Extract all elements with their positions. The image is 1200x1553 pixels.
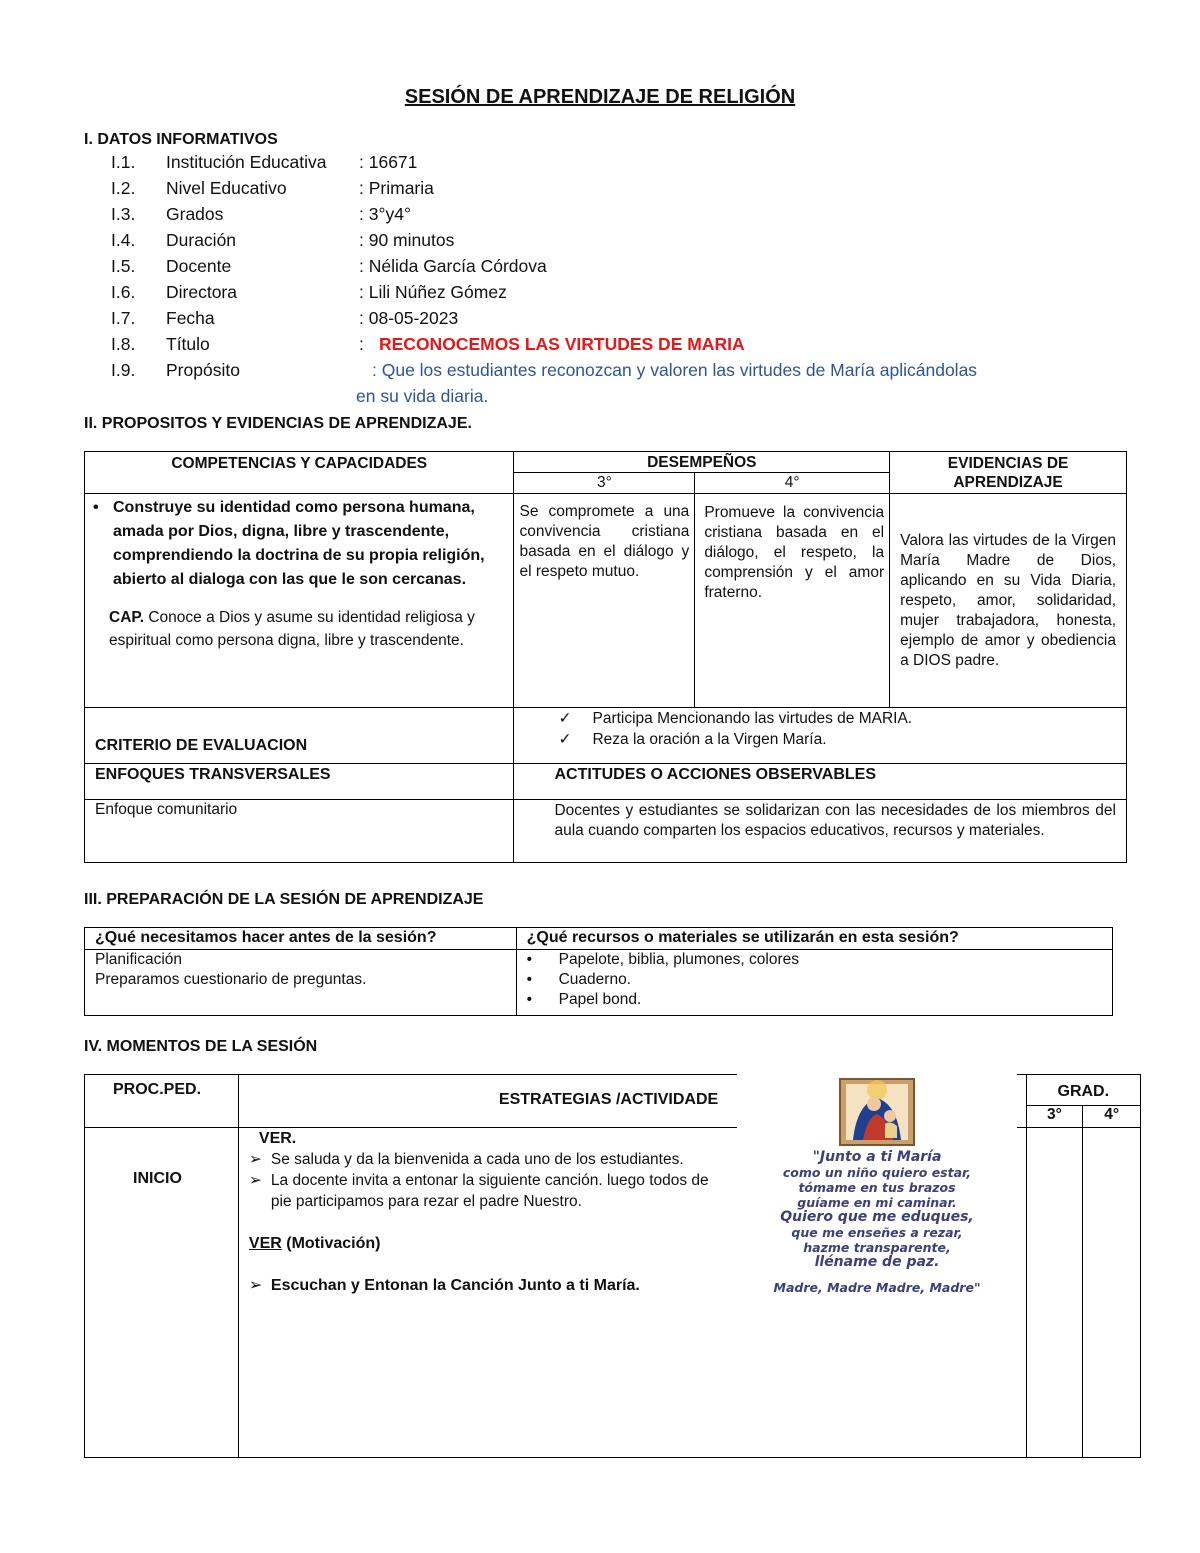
info-value: : Lili Núñez Gómez bbox=[359, 282, 507, 302]
antes-line-2: Preparamos cuestionario de preguntas. bbox=[95, 971, 367, 988]
bullet-icon: • bbox=[526, 971, 533, 988]
info-label: Fecha bbox=[166, 308, 215, 328]
materiales-cell bbox=[516, 950, 1112, 1016]
bullet-icon: • bbox=[93, 499, 99, 516]
arrow-bullet-icon: ➢ bbox=[248, 1277, 263, 1294]
competencia-text: Construye su identidad como persona humana, amada por Dios, digna, libre y trascendente, comprendiendo la doctrina de su propia religión, abierto al dialoga con las que le son cercanas. bbox=[113, 499, 485, 588]
actitudes-label: ACTITUDES O ACCIONES OBSERVABLES bbox=[514, 764, 1127, 800]
lyric-line: hazme transparente, bbox=[803, 1240, 951, 1255]
cap-label: CAP. bbox=[109, 609, 145, 626]
desempeno-3: Se compromete a una convivencia cristiana basada en el diálogo y el respeto mutuo. bbox=[514, 494, 695, 708]
title-value: RECONOCEMOS LAS VIRTUDES DE MARIA bbox=[379, 334, 745, 354]
info-value: : 3°y4° bbox=[359, 204, 411, 224]
header-proc-ped: PROC.PED. bbox=[85, 1075, 239, 1128]
header-grad-4: 4° bbox=[1083, 1106, 1141, 1128]
check-icon: ✓ bbox=[558, 710, 572, 727]
arrow-bullet-icon: ➢ bbox=[248, 1172, 262, 1189]
info-number: I.6. bbox=[111, 282, 136, 302]
info-value: : 08-05-2023 bbox=[359, 308, 459, 328]
info-label: Duración bbox=[166, 230, 237, 250]
info-label: Título bbox=[166, 334, 210, 354]
desempeno-4: Promueve la convivencia cristiana basada en el diálogo, el respeto, la comprensión y el amor fraterno. bbox=[695, 494, 890, 708]
grade-3-cell bbox=[1026, 1128, 1083, 1458]
material-item: • Cuaderno. bbox=[526, 971, 631, 988]
header-estrategias: ESTRATEGIAS /ACTIVIDADE bbox=[238, 1075, 1026, 1128]
lyric-line: Quiero que me eduques, bbox=[780, 1209, 974, 1225]
info-number: I.1. bbox=[111, 152, 136, 172]
header-grade-4: 4° bbox=[695, 473, 890, 494]
grade-4-cell bbox=[1083, 1128, 1141, 1458]
lyric-line: que me enseñes a rezar, bbox=[791, 1225, 963, 1240]
bullet-icon: • bbox=[526, 951, 533, 968]
actividad-cancion: ➢ Escuchan y Entonan la Canción Junto a ti María. bbox=[248, 1277, 640, 1294]
header-antes: ¿Qué necesitamos hacer antes de la sesión? bbox=[85, 928, 517, 950]
preparacion-table bbox=[84, 927, 1113, 1016]
header-grade-3: 3° bbox=[514, 473, 695, 494]
bullet-icon: • bbox=[526, 991, 533, 1008]
lyric-line: tómame en tus brazos bbox=[798, 1180, 956, 1195]
info-label: Directora bbox=[166, 282, 237, 302]
header-grad: GRAD. bbox=[1026, 1075, 1140, 1106]
info-label: Docente bbox=[166, 256, 232, 276]
proposito-value: : Que los estudiantes reconozcan y valoren las virtudes de María aplicándolas bbox=[372, 360, 978, 380]
criterio-item: ✓ Participa Mencionando las virtudes de MARIA. bbox=[558, 710, 913, 727]
virgin-mary-icon bbox=[737, 1068, 1017, 1148]
lyric-line: "Junto a ti María bbox=[812, 1149, 942, 1165]
info-number: I.8. bbox=[111, 334, 136, 354]
info-label: Grados bbox=[166, 204, 224, 224]
lyric-line: como un niño quiero estar, bbox=[782, 1165, 972, 1180]
ver-motivacion: VER (Motivación) bbox=[248, 1235, 381, 1252]
section-heading-propositos: II. PROPOSITOS Y EVIDENCIAS DE APRENDIZAJE. bbox=[84, 415, 472, 432]
check-icon: ✓ bbox=[558, 731, 572, 748]
info-value: : Primaria bbox=[359, 178, 434, 198]
section-heading-datos: I. DATOS INFORMATIVOS bbox=[84, 131, 278, 148]
material-item: • Papel bond. bbox=[526, 991, 642, 1008]
header-grad-3: 3° bbox=[1026, 1106, 1083, 1128]
competencia-cell bbox=[85, 494, 514, 708]
material-item: • Papelote, biblia, plumones, colores bbox=[526, 951, 800, 968]
enfoques-label: ENFOQUES TRANSVERSALES bbox=[85, 764, 514, 800]
propositos-table bbox=[84, 451, 1127, 863]
info-label: Propósito bbox=[166, 360, 240, 380]
info-value: : 90 minutos bbox=[359, 230, 455, 250]
page-title: SESIÓN DE APRENDIZAJE DE RELIGIÓN bbox=[404, 86, 796, 108]
evidencia-aprendizaje: Valora las virtudes de la Virgen María Madre de Dios, aplicando en su Vida Diaria, respeto, amor, solidaridad, mujer trabajadora, honesta, ejemplo de amor y obediencia a DIOS padre. bbox=[890, 494, 1127, 708]
cap-text: Conoce a Dios y asume su identidad religiosa y espiritual como persona digna, libre y trascendente. bbox=[109, 609, 475, 649]
arrow-bullet-icon: ➢ bbox=[248, 1151, 262, 1168]
enfoque-value: Enfoque comunitario bbox=[85, 800, 514, 863]
antes-cell bbox=[85, 950, 517, 1016]
info-number: I.2. bbox=[111, 178, 136, 198]
lyric-line: guíame en mi caminar. bbox=[797, 1195, 957, 1210]
capacidad bbox=[85, 592, 513, 656]
info-number: I.3. bbox=[111, 204, 136, 224]
ver-heading: VER. bbox=[258, 1130, 297, 1147]
actitud-value: Docentes y estudiantes se solidarizan con las necesidades de los miembros del aula cuando comparten los espacios educativos, recursos y materiales. bbox=[514, 800, 1127, 863]
actividad-item: ➢ La docente invita a entonar la siguiente canción. luego todos de pie participamos para rezar el padre Nuestro. bbox=[248, 1172, 709, 1210]
actividad-item: ➢ Se saluda y da la bienvenida a cada uno de los estudiantes. bbox=[248, 1151, 684, 1168]
header-desempenos: DESEMPEÑOS bbox=[514, 452, 890, 473]
info-number: I.4. bbox=[111, 230, 136, 250]
lyric-line: Madre, Madre Madre, Madre" bbox=[773, 1280, 981, 1295]
section-heading-momentos: IV. MOMENTOS DE LA SESIÓN bbox=[84, 1038, 318, 1055]
criterio-item: ✓ Reza la oración a la Virgen María. bbox=[558, 731, 827, 748]
antes-line-1: Planificación bbox=[95, 951, 183, 968]
info-number: I.7. bbox=[111, 308, 136, 328]
header-recursos: ¿Qué recursos o materiales se utilizarán en esta sesión? bbox=[516, 928, 1112, 950]
info-label: Nivel Educativo bbox=[166, 178, 287, 198]
header-evidencias: EVIDENCIAS DE APRENDIZAJE bbox=[890, 452, 1127, 494]
inicio-label: INICIO bbox=[85, 1128, 239, 1458]
info-value: : bbox=[359, 334, 364, 354]
section-heading-preparacion: III. PREPARACIÓN DE LA SESIÓN DE APRENDIZAJE bbox=[84, 891, 484, 908]
lyric-line: lléname de paz. bbox=[814, 1254, 940, 1270]
song-lyrics bbox=[737, 1150, 1017, 1295]
info-value: : 16671 bbox=[359, 152, 418, 172]
criterios-list bbox=[514, 708, 1127, 764]
info-value: : Nélida García Córdova bbox=[359, 256, 547, 276]
proposito-value-cont: en su vida diaria. bbox=[356, 386, 489, 406]
info-number: I.5. bbox=[111, 256, 136, 276]
criterio-label: CRITERIO DE EVALUACION bbox=[85, 708, 514, 764]
info-label: Institución Educativa bbox=[166, 152, 327, 172]
info-number: I.9. bbox=[111, 360, 136, 380]
header-competencias: COMPETENCIAS Y CAPACIDADES bbox=[85, 452, 514, 494]
